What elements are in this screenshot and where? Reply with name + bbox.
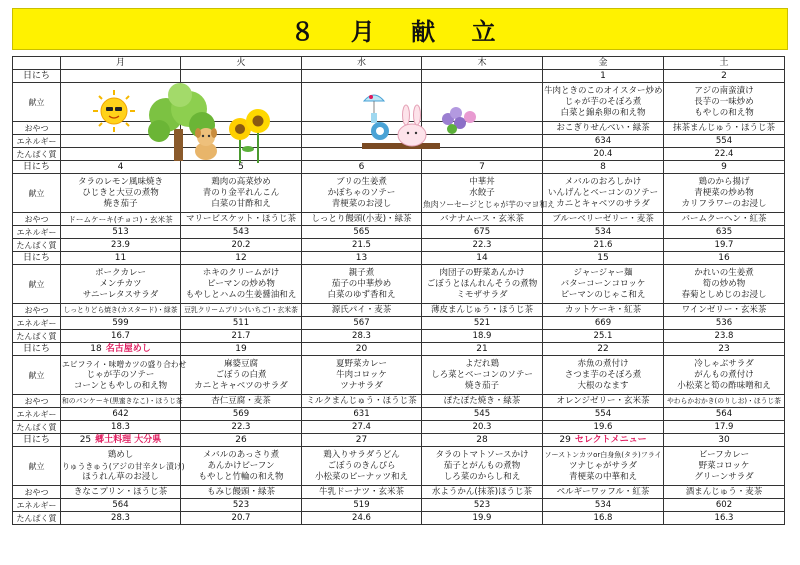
cell-day — [664, 70, 785, 83]
menu-item: 焼き茄子 — [103, 198, 138, 209]
page-title: ８ 月 献 立 — [290, 16, 510, 46]
menu-item: エビフライ・味噌カツの盛り合わせ — [62, 359, 187, 369]
cell-day — [181, 252, 302, 265]
cell-menu — [302, 265, 422, 304]
menu-item: 青梗菜の中華和え — [568, 471, 637, 482]
weekday-header-row — [13, 57, 785, 70]
menu-item: ソーストンカツor白身魚(タラ)フライ — [544, 450, 662, 459]
cell-protein: 28.3 — [61, 512, 181, 525]
week-3-day-row — [13, 252, 785, 265]
menu-item: よだれ鶏 — [464, 358, 499, 369]
menu-item: 茄子の中華炒め — [331, 278, 392, 289]
cell-menu — [664, 174, 785, 213]
cell-day — [543, 161, 664, 174]
cell-menu — [422, 174, 555, 213]
cell-day — [61, 343, 181, 356]
cell-energy: 513 — [61, 226, 181, 239]
menu-item: ジャージャー麺 — [573, 267, 633, 278]
menu-item: ピーマンの炒め物 — [207, 278, 275, 289]
menu-item: しろ菜のからし和え — [443, 471, 521, 482]
cell-day — [181, 343, 302, 356]
hydrangea-icon — [442, 107, 476, 134]
day-number: 5 — [238, 161, 244, 172]
menu-item: りゅうきゅう(アジの甘辛タレ漬け) — [62, 461, 185, 471]
day-number: 2 — [721, 70, 727, 81]
day-number: 19 — [235, 343, 247, 354]
cell-energy: 599 — [61, 317, 181, 330]
week-3-protein-row — [13, 330, 785, 343]
cell-day — [61, 252, 181, 265]
cell-protein: 27.4 — [302, 421, 422, 434]
cell-energy: 675 — [422, 226, 543, 239]
row-label-energy: エネルギー — [13, 135, 61, 148]
cell-day — [543, 70, 664, 83]
cell-menu — [302, 356, 422, 395]
day-number: 1 — [600, 70, 606, 81]
day-number: 9 — [721, 161, 727, 172]
row-label-protein: たんぱく質 — [13, 330, 61, 343]
cell-energy: 565 — [302, 226, 422, 239]
week-5-energy-row — [13, 499, 785, 512]
cell-protein: 19.7 — [664, 239, 785, 252]
cell-energy: 534 — [543, 226, 664, 239]
day-number: 13 — [355, 252, 368, 263]
day-number: 28 — [476, 434, 488, 445]
row-label-energy: エネルギー — [13, 408, 61, 421]
row-label-day: 日にち — [13, 70, 61, 83]
menu-item: 野菜コロッケ — [698, 460, 750, 471]
menu-item: サニーレタスサラダ — [82, 289, 159, 300]
cell-protein: 19.9 — [422, 512, 543, 525]
day-number: 12 — [235, 252, 247, 263]
row-label-energy: エネルギー — [13, 226, 61, 239]
menu-item: ツナじゃがサラダ — [569, 460, 637, 471]
special-event-label: 郷土料理 大分県 — [95, 434, 162, 445]
cell-protein: 21.5 — [302, 239, 422, 252]
menu-item: ごぼうのきんぴら — [327, 460, 396, 471]
cell-snack: ベルギーワッフル・紅茶 — [543, 486, 664, 499]
menu-item: 大根のなます — [577, 380, 629, 391]
row-label-snack: おやつ — [13, 304, 61, 317]
cell-day — [302, 434, 422, 447]
weekday-mon: 月 — [61, 57, 181, 70]
cell-day — [422, 252, 543, 265]
cell-energy: 564 — [664, 408, 785, 421]
cell-day — [543, 252, 664, 265]
weekday-fri: 金 — [543, 57, 664, 70]
week-4-menu-row — [13, 356, 785, 395]
row-label-protein: たんぱく質 — [13, 239, 61, 252]
cell-energy: 511 — [181, 317, 302, 330]
cell-day — [543, 343, 664, 356]
menu-item: ホキのクリームがけ — [202, 267, 280, 278]
cell-menu — [302, 174, 422, 213]
menu-item: カニとキャベツのサラダ — [194, 380, 288, 391]
menu-item: ほうれん草のお浸し — [82, 471, 159, 482]
cell-protein: 16.3 — [664, 512, 785, 525]
row-label-menu: 献立 — [13, 447, 61, 486]
row-label-protein: たんぱく質 — [13, 148, 61, 161]
cell-protein: 21.7 — [181, 330, 302, 343]
day-number: 15 — [597, 252, 609, 263]
cell-protein: 20.7 — [181, 512, 302, 525]
day-number: 14 — [476, 252, 488, 263]
cell-protein: 22.3 — [181, 421, 302, 434]
illustration-area — [62, 85, 532, 167]
menu-item: 鶏のから揚げ — [698, 176, 750, 187]
day-number: 23 — [718, 343, 730, 354]
menu-item: 小松菜のピーナッツ和え — [315, 471, 408, 482]
cell-snack: 杏仁豆腐・麦茶 — [181, 395, 302, 408]
page-title-bar — [12, 8, 788, 50]
menu-item: 青梗菜のお浸し — [331, 198, 392, 209]
cell-menu — [302, 447, 422, 486]
cell-menu — [181, 174, 302, 213]
cell-protein: 25.1 — [543, 330, 664, 343]
row-label-menu: 献立 — [13, 265, 61, 304]
menu-item: いんげんとベーコンのソテー — [547, 187, 659, 198]
menu-item: 茄子とがんもの煮物 — [443, 460, 521, 471]
day-number: 30 — [718, 434, 730, 445]
week-2-energy-row — [13, 226, 785, 239]
cell-menu — [543, 356, 664, 395]
day-number: 6 — [358, 161, 365, 172]
row-label-day: 日にち — [13, 434, 61, 447]
menu-item: ビーフカレー — [698, 449, 750, 460]
cell-snack: 薄皮まんじゅう・ほうじ茶 — [422, 304, 543, 317]
cell-energy: 634 — [543, 135, 664, 148]
empty-cell — [302, 70, 422, 83]
cell-menu — [61, 265, 181, 304]
week-3-snack-row — [13, 304, 785, 317]
weekday-thu: 木 — [422, 57, 543, 70]
menu-item: 赤魚の煮付け — [577, 358, 629, 369]
cell-snack: 抹茶まんじゅう・ほうじ茶 — [664, 122, 785, 135]
menu-item: 春菊としめじのお浸し — [681, 289, 767, 300]
cell-day — [302, 252, 422, 265]
cell-menu — [61, 447, 185, 486]
cell-snack: カットケーキ・紅茶 — [543, 304, 664, 317]
dog-icon — [195, 128, 217, 160]
menu-item: ひじきと大豆の煮物 — [82, 187, 159, 198]
cell-energy: 545 — [422, 408, 543, 421]
cell-protein: 16.8 — [543, 512, 664, 525]
menu-item: もやしの和え物 — [694, 107, 754, 118]
row-label-snack: おやつ — [13, 395, 61, 408]
day-number: 29 — [559, 434, 571, 445]
cell-menu — [543, 83, 664, 122]
cell-energy: 631 — [302, 408, 422, 421]
week-2-snack-row — [13, 213, 785, 226]
cell-snack: 和のパンケーキ(黒蜜きなこ)・ほうじ茶 — [61, 395, 181, 408]
cell-menu — [422, 356, 543, 395]
day-number: 27 — [355, 434, 368, 445]
cell-snack: しっとり饅頭(小麦)・緑茶 — [302, 213, 422, 226]
menu-item: ごぼうの白煮 — [215, 369, 267, 380]
cell-day — [61, 434, 181, 447]
cell-energy: 536 — [664, 317, 785, 330]
cell-snack: きなこプリン・ほうじ茶 — [61, 486, 181, 499]
week-2-protein-row — [13, 239, 785, 252]
menu-item: メバルのあっさり煮 — [202, 449, 280, 460]
cell-snack: マリービスケット・ほうじ茶 — [181, 213, 302, 226]
cell-snack: ワインゼリー・玄米茶 — [664, 304, 785, 317]
row-label-protein: たんぱく質 — [13, 512, 61, 525]
menu-item: じゃが芋のそぼろ煮 — [564, 96, 642, 107]
empty-cell — [61, 70, 181, 83]
cell-energy: 543 — [181, 226, 302, 239]
menu-item: 中華丼 — [469, 176, 495, 187]
row-label-energy: エネルギー — [13, 499, 61, 512]
menu-item: 鶏肉の高菜炒め — [211, 176, 271, 187]
row-label-day: 日にち — [13, 252, 61, 265]
cell-protein: 20.4 — [543, 148, 664, 161]
cell-day — [664, 252, 785, 265]
day-number: 11 — [114, 252, 127, 263]
menu-item: 青梗菜の炒め物 — [694, 187, 754, 198]
weekday-sat: 土 — [664, 57, 785, 70]
menu-item: ミモザサラダ — [456, 289, 508, 300]
menu-item: 魚肉ソーセージとじゃが芋のマヨ和え — [423, 199, 555, 209]
menu-item: 小松菜と筍の酢味噌和え — [677, 380, 771, 391]
cell-snack: 酒まんじゅう・麦茶 — [664, 486, 785, 499]
cell-protein: 20.2 — [181, 239, 302, 252]
cell-energy: 602 — [664, 499, 785, 512]
week-4-day-row — [13, 343, 785, 356]
cell-menu — [543, 265, 664, 304]
cell-energy: 635 — [664, 226, 785, 239]
day-number: 7 — [479, 161, 485, 172]
sunflower-icon — [229, 109, 270, 163]
weekday-tue: 火 — [181, 57, 302, 70]
week-4-protein-row — [13, 421, 785, 434]
menu-item: がんもの煮付け — [694, 369, 754, 380]
menu-item: カリフラワーのお浸し — [681, 198, 767, 209]
day-number: 18 — [90, 343, 102, 354]
cell-day — [543, 434, 664, 447]
week-5-menu-row — [13, 447, 785, 486]
row-label-protein: たんぱく質 — [13, 421, 61, 434]
row-label-snack: おやつ — [13, 213, 61, 226]
row-label-day: 日にち — [13, 161, 61, 174]
row-label-menu: 献立 — [13, 174, 61, 213]
cell-snack: 牛乳ドーナツ・玄米茶 — [302, 486, 422, 499]
menu-item: しろ菜とベーコンのソテー — [431, 369, 533, 380]
cell-menu — [181, 265, 302, 304]
cell-menu — [664, 83, 785, 122]
menu-item: 鶏めし — [107, 449, 134, 460]
cell-day — [664, 343, 785, 356]
week-5-day-row — [13, 434, 785, 447]
menu-item: 白菜の甘酢和え — [211, 198, 271, 209]
row-label-menu: 献立 — [13, 356, 61, 395]
menu-item: 白菜と錦糸卵の和え物 — [560, 107, 646, 118]
cell-snack: ブルーベリーゼリー・麦茶 — [543, 213, 664, 226]
cell-snack: ぽたぽた焼き・緑茶 — [422, 395, 543, 408]
empty-cell — [422, 70, 543, 83]
menu-item: 焼き茄子 — [464, 380, 499, 391]
cell-day — [422, 434, 543, 447]
menu-item: 筍の炒め物 — [702, 278, 746, 289]
week-4-energy-row — [13, 408, 785, 421]
week-5-protein-row — [13, 512, 785, 525]
cell-snack: バームクーヘン・紅茶 — [664, 213, 785, 226]
menu-item: ポークカレー — [94, 267, 146, 278]
menu-item: ピーマンのじゃこ和え — [560, 289, 646, 300]
cell-menu — [664, 356, 785, 395]
menu-item: 白菜のゆず香和え — [327, 289, 396, 300]
day-number: 16 — [718, 252, 730, 263]
menu-item: さつま芋のそぼろ煮 — [564, 369, 642, 380]
cell-menu — [422, 265, 543, 304]
cell-menu — [543, 174, 664, 213]
special-event-label: 名古屋めし — [105, 343, 151, 354]
cell-protein: 18.3 — [61, 421, 181, 434]
cell-snack: やわらかおかき(のりしお)・ほうじ茶 — [664, 395, 785, 408]
cell-menu — [543, 447, 664, 486]
cell-menu — [664, 265, 785, 304]
menu-item: メンチカツ — [99, 278, 142, 289]
cell-snack: 源氏パイ・麦茶 — [302, 304, 422, 317]
cell-snack: ドームケーキ(チョコ)・玄米茶 — [61, 213, 181, 226]
cell-energy: 564 — [61, 499, 181, 512]
menu-item: カニとキャベツのサラダ — [556, 198, 650, 209]
cell-protein: 23.8 — [664, 330, 785, 343]
header-corner — [13, 57, 61, 70]
sun-icon — [93, 90, 135, 132]
day-number: 8 — [600, 161, 606, 172]
cell-menu — [181, 447, 302, 486]
menu-item: グリーンサラダ — [694, 471, 754, 482]
day-number: 26 — [235, 434, 247, 445]
menu-item: ごぼうとほんれんそうの煮物 — [426, 278, 538, 289]
menu-item: 肉団子の野菜あんかけ — [439, 267, 525, 278]
cell-menu — [422, 447, 543, 486]
cell-protein: 21.6 — [543, 239, 664, 252]
week-4-snack-row — [13, 395, 785, 408]
cell-protein: 22.3 — [422, 239, 543, 252]
menu-item: 牛肉ときのこのオイスター炒め — [544, 85, 663, 96]
menu-item: 夏野菜カレー — [335, 358, 387, 369]
cell-day — [181, 434, 302, 447]
special-event-label: セレクトメニュー — [574, 434, 647, 445]
menu-item: 鶏入りサラダうどん — [323, 449, 400, 460]
cell-energy: 523 — [181, 499, 302, 512]
week-3-menu-row — [13, 265, 785, 304]
cell-menu — [61, 174, 181, 213]
cell-day — [422, 343, 543, 356]
cell-energy: 567 — [302, 317, 422, 330]
cell-protein: 16.7 — [61, 330, 181, 343]
menu-item: 青のり金平れんこん — [202, 187, 280, 198]
menu-item: もやしとハムの生姜醤油和え — [185, 289, 297, 300]
day-number: 20 — [355, 343, 368, 354]
menu-item: コーンともやしの和え物 — [73, 380, 168, 391]
week-5-snack-row — [13, 486, 785, 499]
week-2-menu-row — [13, 174, 785, 213]
cell-day — [664, 434, 785, 447]
cell-snack: バナナムース・玄米茶 — [422, 213, 543, 226]
menu-item: 牛肉コロッケ — [336, 369, 387, 380]
menu-item: バターコーンコロッケ — [560, 278, 646, 289]
cell-energy: 569 — [181, 408, 302, 421]
cell-snack: しっとりどら焼き(カスタード)・緑茶 — [61, 304, 181, 317]
cell-protein: 19.6 — [543, 421, 664, 434]
menu-item: かぼちゃのソテー — [327, 187, 396, 198]
day-number: 22 — [597, 343, 609, 354]
menu-item: あんかけビーフン — [207, 460, 275, 471]
cell-energy: 519 — [302, 499, 422, 512]
cell-protein: 20.3 — [422, 421, 543, 434]
cell-snack: 豆乳クリームプリン(いちご)・玄米茶 — [181, 304, 302, 317]
cell-menu — [181, 356, 302, 395]
row-label-energy: エネルギー — [13, 317, 61, 330]
menu-item: かれいの生姜煮 — [694, 267, 754, 278]
cell-snack: ミルクまんじゅう・ほうじ茶 — [302, 395, 422, 408]
cell-energy: 554 — [543, 408, 664, 421]
menu-item: アジの南蛮漬け — [694, 85, 754, 96]
cell-snack: オレンジゼリー・玄米茶 — [543, 395, 664, 408]
menu-item: 冷しゃぶサラダ — [694, 358, 754, 369]
cell-snack: 水ようかん(抹茶)ほうじ茶 — [422, 486, 543, 499]
menu-item: タラのレモン風味焼き — [77, 176, 163, 187]
menu-item: メバルのおろしかけ — [564, 176, 642, 187]
menu-item: 親子煮 — [348, 267, 375, 278]
menu-item: もやしと竹輪の和え物 — [198, 471, 284, 482]
cell-protein: 23.9 — [61, 239, 181, 252]
cell-snack: もみじ饅頭・緑茶 — [181, 486, 302, 499]
menu-item: ブリの生姜煮 — [336, 176, 387, 187]
cell-protein: 24.6 — [302, 512, 422, 525]
cell-day — [664, 161, 785, 174]
cell-menu — [664, 447, 785, 486]
row-label-menu: 献立 — [13, 83, 61, 122]
day-number: 4 — [117, 161, 124, 172]
cell-energy: 642 — [61, 408, 181, 421]
cell-energy: 534 — [543, 499, 664, 512]
cell-protein: 18.9 — [422, 330, 543, 343]
wind-chime-icon — [364, 95, 384, 123]
menu-item: ツナサラダ — [340, 380, 383, 391]
cell-energy: 554 — [664, 135, 785, 148]
cell-day — [302, 343, 422, 356]
menu-item: タラのトマトソースかけ — [435, 449, 529, 460]
row-label-snack: おやつ — [13, 486, 61, 499]
day-number: 25 — [79, 434, 92, 445]
cell-protein: 22.4 — [664, 148, 785, 161]
day-number: 21 — [476, 343, 488, 354]
row-label-day: 日にち — [13, 343, 61, 356]
week-1-day-row — [13, 70, 785, 83]
cell-energy: 669 — [543, 317, 664, 330]
cell-snack: おこぎりせんべい・緑茶 — [543, 122, 664, 135]
cell-energy: 523 — [422, 499, 543, 512]
menu-item: 水餃子 — [469, 187, 495, 198]
cell-energy: 521 — [422, 317, 543, 330]
cell-protein: 28.3 — [302, 330, 422, 343]
cell-menu — [61, 356, 187, 395]
menu-item: 麻婆豆腐 — [223, 358, 258, 369]
empty-cell — [181, 70, 302, 83]
weekday-wed: 水 — [302, 57, 422, 70]
cell-protein: 17.9 — [664, 421, 785, 434]
row-label-snack: おやつ — [13, 122, 61, 135]
menu-item: 長芋の一味炒め — [694, 96, 754, 107]
week-3-energy-row — [13, 317, 785, 330]
menu-item: じゃが芋のソテー — [86, 369, 155, 380]
